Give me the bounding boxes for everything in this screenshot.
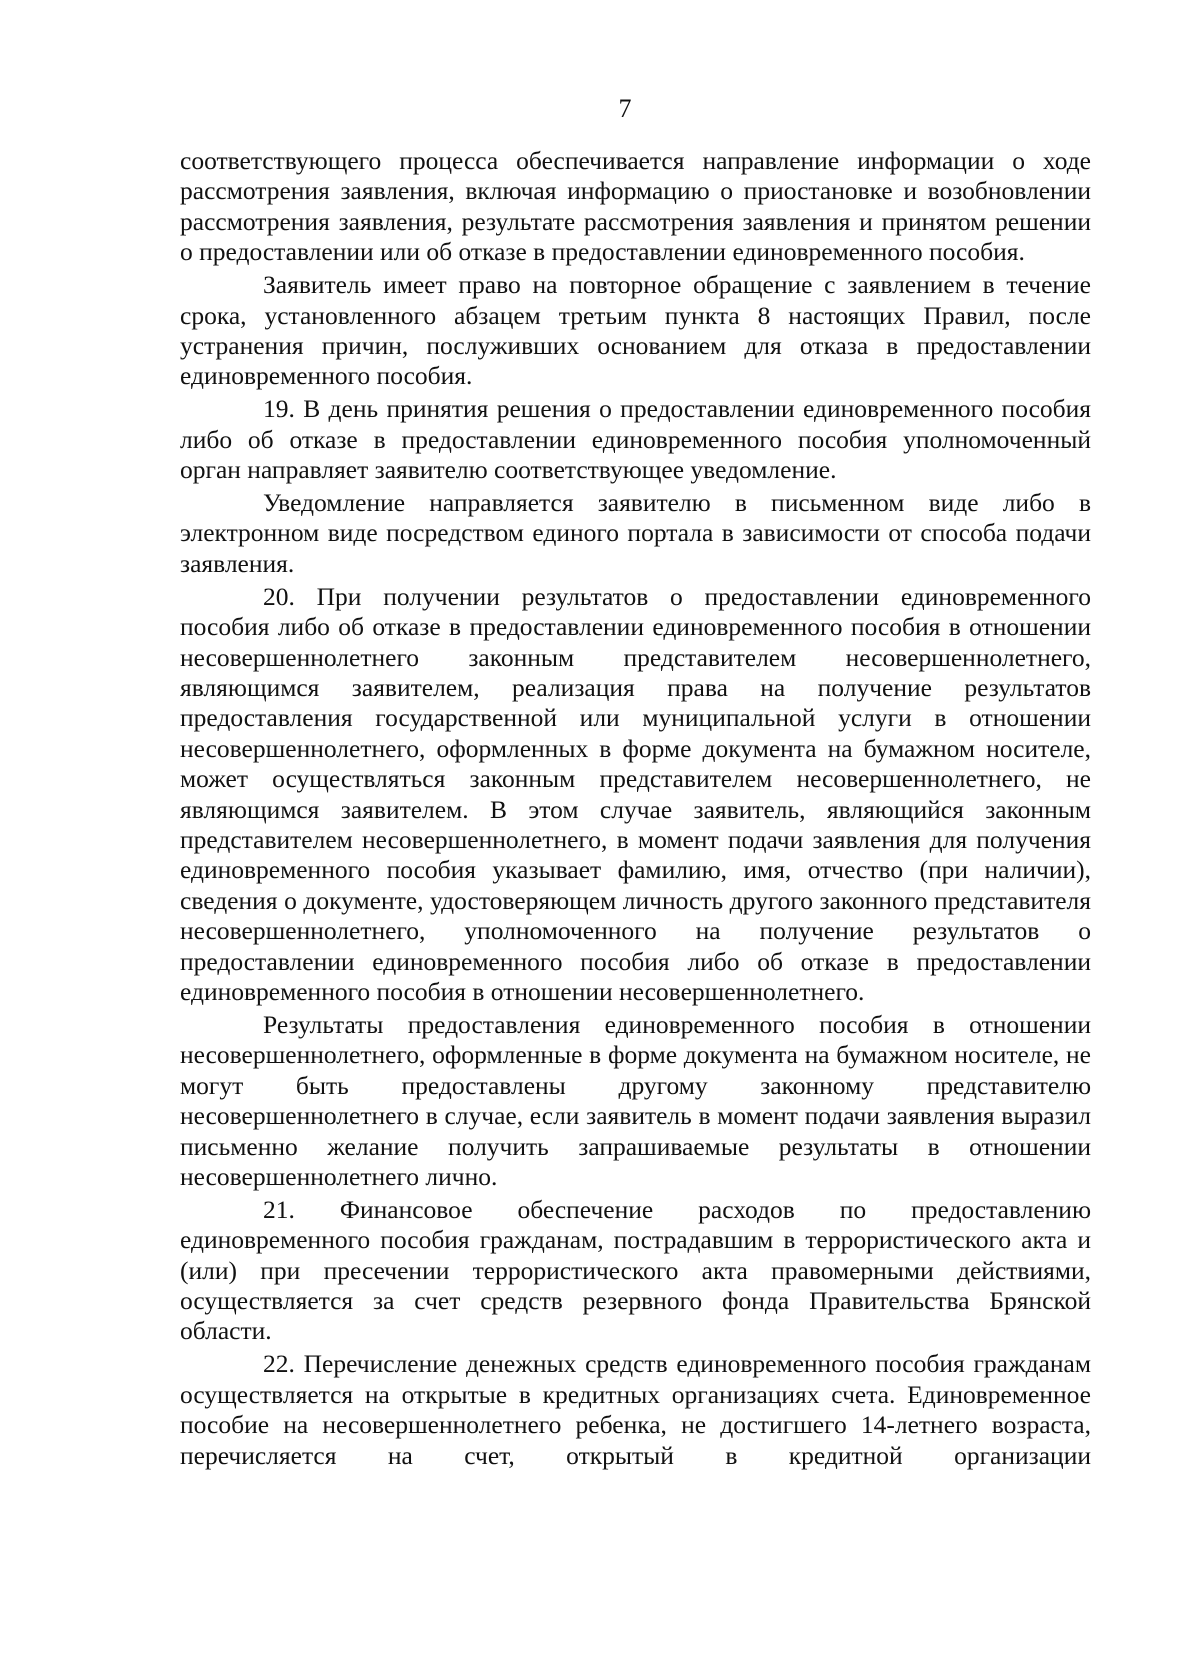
page-number: 7 [618,94,632,123]
paragraph-21: 21. Финансовое обеспечение расходов по предоставлению единовременного пособия гражданам, пострадавшим в террористического акта и (или) при пресечении террористического акта правомерными действиями, осуществляется за счет средств резервного фонда Правительства Брянской области. [180,1194,1091,1346]
paragraph-continued: соответствующего процесса обеспечивается направление информации о ходе рассмотрения заявления, включая информацию о приостановке и возобновлении рассмотрения заявления, результате рассмотрения заявления и принятом решении о предоставлении или об отказе в предоставлении единовременного пособия. [180,146,1091,267]
paragraph-22: 22. Перечисление денежных средств единовременного пособия гражданам осуществляется на открытые в кредитных организациях счета. Единовременное пособие на несовершеннолетнего ребенка, не достигшего 14-летнего возраста, перечисляется на счет, открытый в кредитной организации [180,1349,1091,1470]
document-body [180,146,1091,1473]
paragraph-20: 20. При получении результатов о предоставлении единовременного пособия либо об отказе в предоставлении единовременного пособия в отношении несовершеннолетнего законным представителем несовершеннолетнего, являющимся заявителем, реализация права на получение результатов предоставления государственной или муниципальной услуги в отношении несовершеннолетнего, оформленных в форме документа на бумажном носителе, может осуществляться законным представителем несовершеннолетнего, не являющимся заявителем. В этом случае заявитель, являющийся законным представителем несовершеннолетнего, в момент подачи заявления для получения единовременного пособия указывает фамилию, имя, отчество (при наличии), сведения о документе, удостоверяющем личность другого законного представителя несовершеннолетнего, уполномоченного на получение результатов о предоставлении единовременного пособия либо об отказе в предоставлении единовременного пособия в отношении несовершеннолетнего. [180,581,1091,1006]
paragraph-20-results: Результаты предоставления единовременного пособия в отношении несовершеннолетнего, оформленные в форме документа на бумажном носителе, не могут быть предоставлены другому законному представителю несовершеннолетнего в случае, если заявитель в момент подачи заявления выразил письменно желание получить запрашиваемые результаты в отношении несовершеннолетнего лично. [180,1009,1091,1191]
paragraph-reapply-right: Заявитель имеет право на повторное обращение с заявлением в течение срока, установленного абзацем третьим пункта 8 настоящих Правил, после устранения причин, послуживших основанием для отказа в предоставлении единовременного пособия. [180,270,1091,391]
paragraph-19-notice: Уведомление направляется заявителю в письменном виде либо в электронном виде посредством единого портала в зависимости от способа подачи заявления. [180,487,1091,578]
paragraph-19: 19. В день принятия решения о предоставлении единовременного пособия либо об отказе в предоставлении единовременного пособия уполномоченный орган направляет заявителю соответствующее уведомление. [180,394,1091,485]
